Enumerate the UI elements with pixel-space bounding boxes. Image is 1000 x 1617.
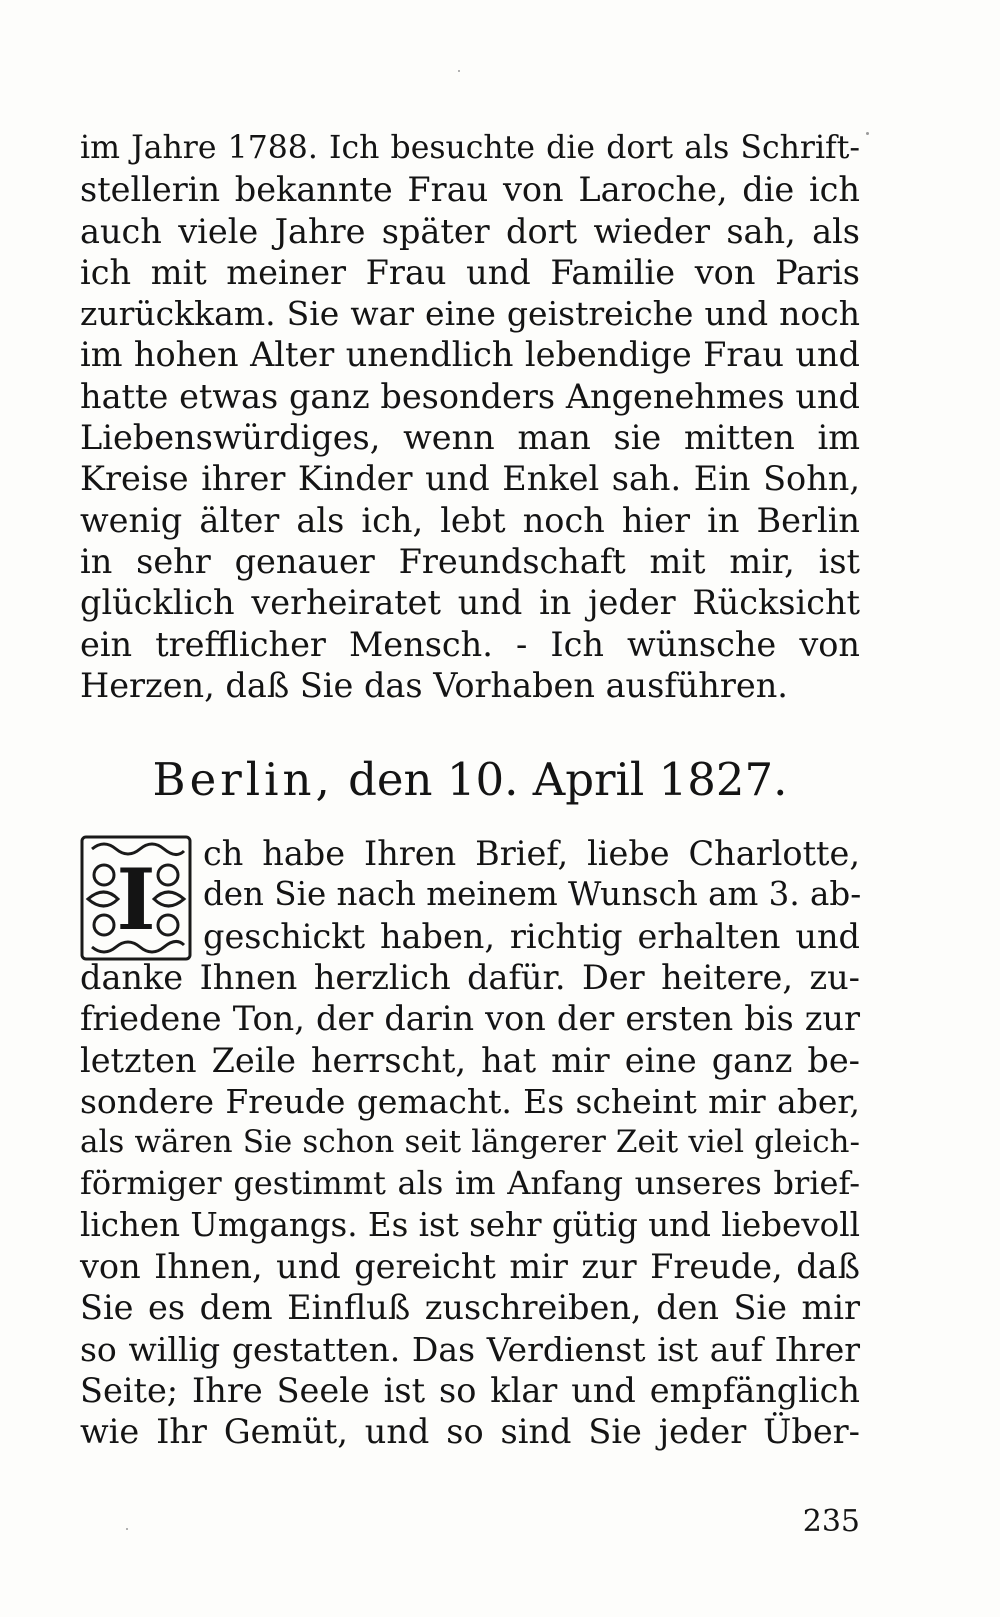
text-line: danke Ihnen herzlich dafür. Der heitere, zu- (80, 958, 860, 997)
text-line: im hohen Alter unendlich lebendige Frau und (80, 335, 860, 375)
text-line: Sie es dem Einfluß zuschreiben, den Sie mir (80, 1288, 860, 1328)
text-line: im Jahre 1788. Ich besuchte die dort als Schrift- (80, 130, 860, 166)
drop-cap-lines (203, 833, 860, 957)
heading-place: Berlin, (152, 753, 334, 806)
letter-heading (80, 750, 860, 810)
text-line: ch habe Ihren Brief, liebe Charlotte, (203, 834, 860, 873)
text-line: Liebenswürdiges, wenn man sie mitten im (80, 418, 860, 458)
text-line: friedene Ton, der darin von der ersten bis zur (80, 999, 860, 1039)
text-line: von Ihnen, und gereicht mir zur Freude, daß (80, 1247, 860, 1287)
paper-speck (866, 132, 869, 135)
text-line: wenig älter als ich, lebt noch hier in Berlin (80, 500, 860, 540)
text-line: geschickt haben, richtig erhalten und (203, 916, 860, 956)
text-line: ein trefflicher Mensch. - Ich wünsche von (80, 624, 860, 664)
heading-date: den 10. April 1827. (348, 753, 788, 806)
text-line: glücklich verheiratet und in jeder Rücksicht (80, 583, 860, 623)
top-paragraph (80, 128, 860, 706)
text-line: förmiger gestimmt als im Anfang unseres brief- (80, 1164, 860, 1203)
text-line: den Sie nach meinem Wunsch am 3. ab- (203, 875, 862, 914)
text-line: hatte etwas ganz besonders Angenehmes und (80, 376, 860, 416)
text-line: so willig gestatten. Das Verdienst ist auf Ihrer (80, 1329, 860, 1369)
paper-speck (458, 70, 460, 72)
ornamental-drop-cap (78, 833, 194, 963)
text-line: auch viele Jahre später dort wieder sah, als (80, 211, 860, 251)
text-line: wie Ihr Gemüt, und so sind Sie jeder Über- (80, 1412, 860, 1452)
text-line: letzten Zeile herrscht, hat mir eine ganz be- (80, 1040, 860, 1080)
drop-cap-letter: I (116, 850, 156, 949)
text-line: Seite; Ihre Seele ist so klar und empfänglich (80, 1370, 860, 1410)
text-line: in sehr genauer Freundschaft mit mir, ist (80, 541, 860, 581)
text-line: Kreise ihrer Kinder und Enkel sah. Ein Sohn, (80, 459, 860, 499)
page-number: 235 (802, 1504, 860, 1539)
text-line-last: Herzen, daß Sie das Vorhaben ausführen. (80, 665, 788, 705)
text-line: sondere Freude gemacht. Es scheint mir aber, (80, 1081, 860, 1121)
text-line: zurückkam. Sie war eine geistreiche und noch (80, 294, 860, 334)
paper-speck (126, 1528, 128, 1530)
text-line: stellerin bekannte Frau von Laroche, die ich (80, 170, 860, 210)
text-line: lichen Umgangs. Es ist sehr gütig und liebevoll (80, 1205, 860, 1244)
text-line: ich mit meiner Frau und Familie von Paris (80, 252, 860, 292)
text-line: als wären Sie schon seit längerer Zeit viel gleich- (80, 1124, 860, 1161)
letter-body (80, 957, 860, 1453)
